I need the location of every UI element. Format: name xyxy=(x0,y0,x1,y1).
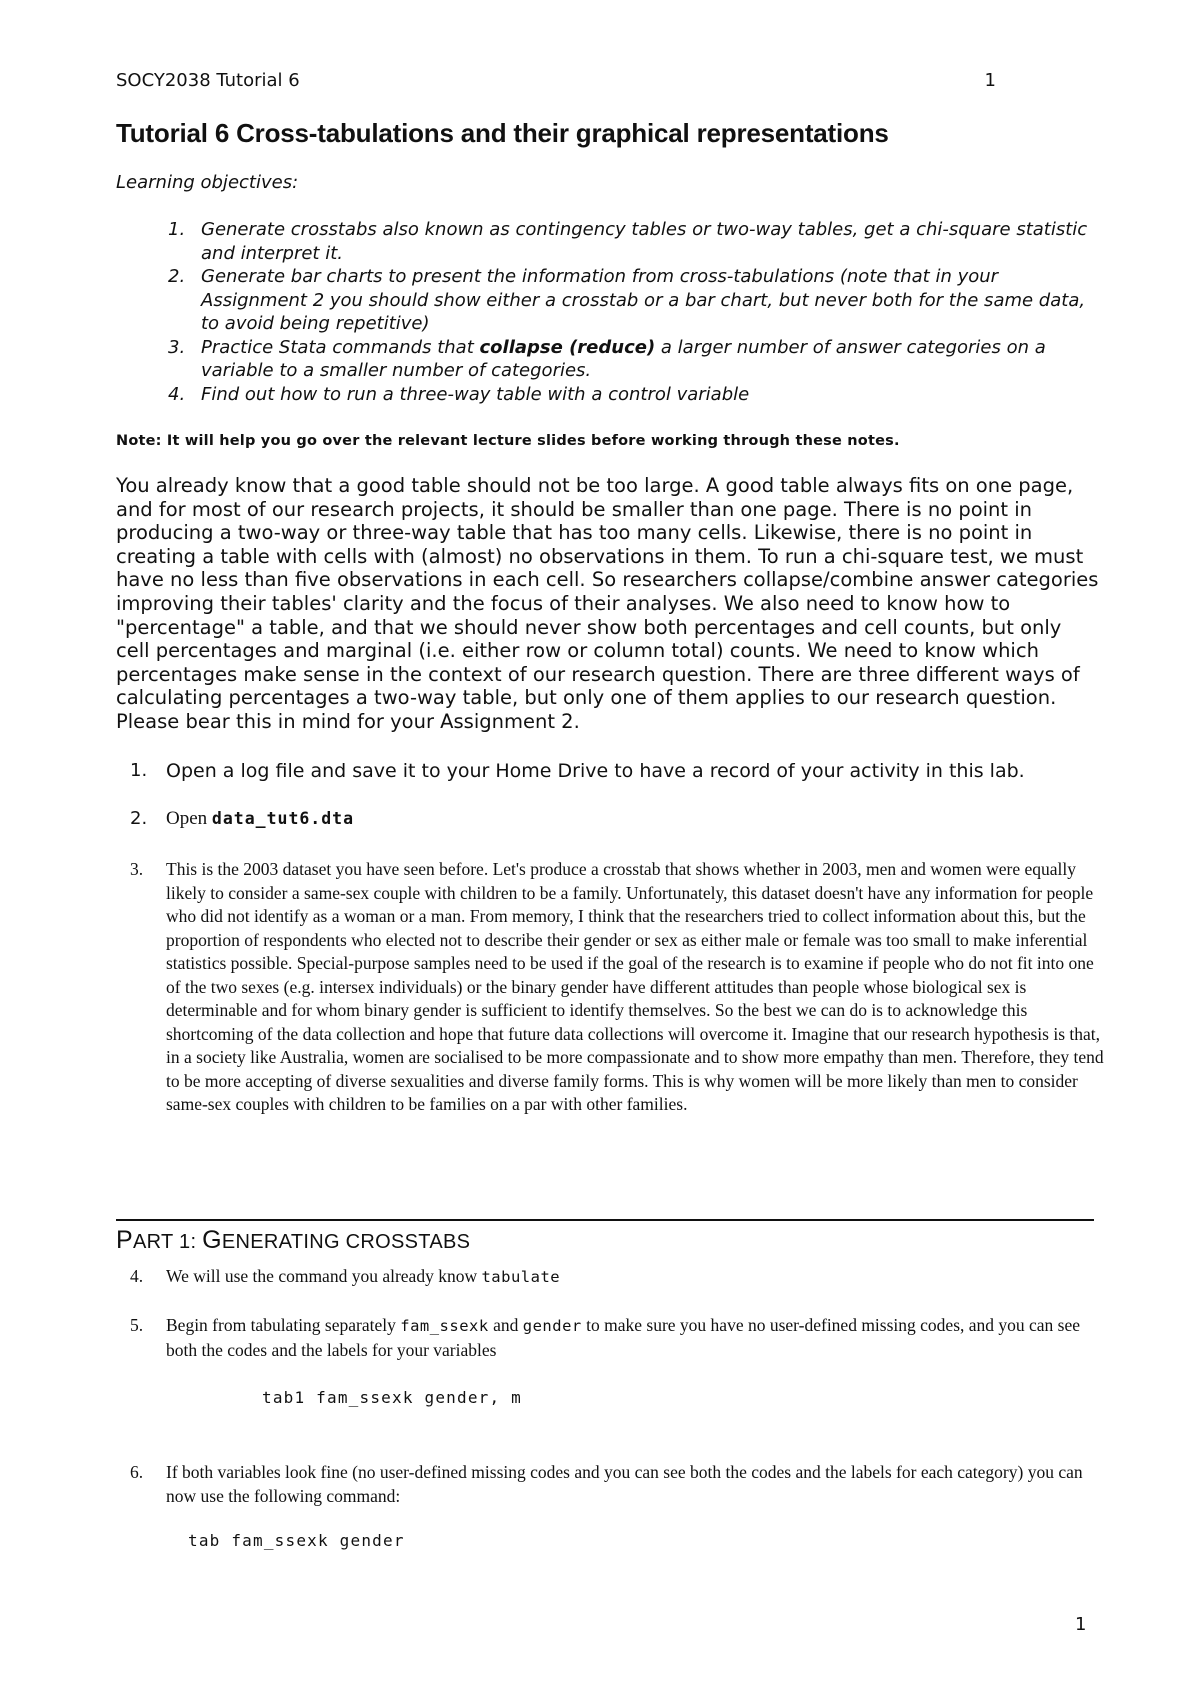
note: Note: It will help you go over the relevant lecture slides before working through these notes. xyxy=(116,433,900,449)
section-divider xyxy=(116,1219,1094,1221)
header-page-number: 1 xyxy=(984,70,996,91)
step-2: 2. Open data_tut6.dta xyxy=(130,808,355,829)
learning-objectives-list xyxy=(116,218,1091,406)
section-heading-part-1: PART 1: GENERATING CROSSTABS xyxy=(116,1226,471,1254)
footer-page-number: 1 xyxy=(1075,1614,1087,1635)
dataset-filename: data_tut6.dta xyxy=(211,809,355,828)
objective-item: 1. Generate crosstabs also known as contingency tables or two-way tables, get a chi-square statistic and interpret it. xyxy=(168,219,1088,264)
learning-objectives-label: Learning objectives: xyxy=(116,172,299,193)
variable-gender: gender xyxy=(522,1317,582,1335)
intro-paragraph: You already know that a good table should not be too large. A good table always fits on one page, and for most of our research projects, it should be smaller than one page. There is no point in producing a two-way or three-way table that has too many cells. Likewise, there is no point in creating a table with cells with (almost) no observations in them. To run a chi-square test, we must have no less than five observations in each cell. So researchers collapse/combine answer categories improving their tables' clarity and the focus of their analyses. We also need to know how to "percentage" a table, and that we should never show both percentages and cell counts, but only cell percentages and marginal (i.e. either row or column total) counts. We need to know which percentages make sense in the context of our research question. There are three different ways of calculating percentages a two-way table, but only one of them applies to our research question. Please bear this in mind for your Assignment 2. xyxy=(116,474,1099,733)
command-tabulate: tabulate xyxy=(481,1268,561,1286)
objective-item: 3. Practice Stata commands that collapse (reduce) a larger number of answer categories on a variable to a smaller number of categories. xyxy=(168,336,1046,381)
step-1: 1. Open a log file and save it to your Home Drive to have a record of your activity in this lab. xyxy=(130,760,1025,782)
objective-item: 4. Find out how to run a three-way table with a control variable xyxy=(168,383,750,405)
step-4: 4. We will use the command you already know tabulate xyxy=(130,1266,561,1286)
page-header xyxy=(116,70,996,91)
code-block-tab: tab fam_ssexk gender xyxy=(188,1531,405,1550)
step-3: 3. This is the 2003 dataset you have seen before. Let's produce a crosstab that shows whether in 2003, men and women were equally likely to consider a same-sex couple with children to be a family. Unfortunately, this dataset doesn't have any information for people who did not identify as a woman or a man. From memory, I think that the researchers tried to collect information about this, but the proportion of respondents who elected not to describe their gender or sex as either male or female was too small to make inferential statistics possible. Special-purpose samples need to be used if the goal of the research is to examine if people who do not fit into one of the two sexes (e.g. intersex individuals) or the binary gender have different attitudes than people whose biological sex is determinable and for whom binary gender is sufficient to identify themselves. So the best we can do is to acknowledge this shortcoming of the data collection and hope that future data collections will overcome it. Imagine that our research hypothesis is that, in a society like Australia, women are socialised to be more compassionate and to show more empathy than men. Therefore, they tend to be more accepting of diverse sexualities and diverse family forms. This is why women will be more likely than men to consider same-sex couples with children to be families on a par with other families. xyxy=(130,859,1104,1114)
variable-fam-ssexk: fam_ssexk xyxy=(400,1317,489,1335)
page-title: Tutorial 6 Cross-tabulations and their graphical representations xyxy=(116,118,889,148)
code-block-tab1: tab1 fam_ssexk gender, m xyxy=(262,1388,522,1407)
step-6: 6. If both variables look fine (no user-defined missing codes and you can see both the codes and the labels for each category) you can now use the following command: xyxy=(130,1462,1083,1506)
step-5: 5. Begin from tabulating separately fam_ssexk and gender to make sure you have no user-defined missing codes, and you can see both the codes and the labels for your variables xyxy=(130,1315,1081,1360)
collapse-emphasis: collapse (reduce) xyxy=(479,336,656,358)
header-course: SOCY2038 Tutorial 6 xyxy=(116,70,300,91)
objective-item: 2. Generate bar charts to present the information from cross-tabulations (note that in your Assignment 2 you should show either a crosstab or a bar chart, but never both for the same data, to avoid being repetitive) xyxy=(168,266,1086,334)
